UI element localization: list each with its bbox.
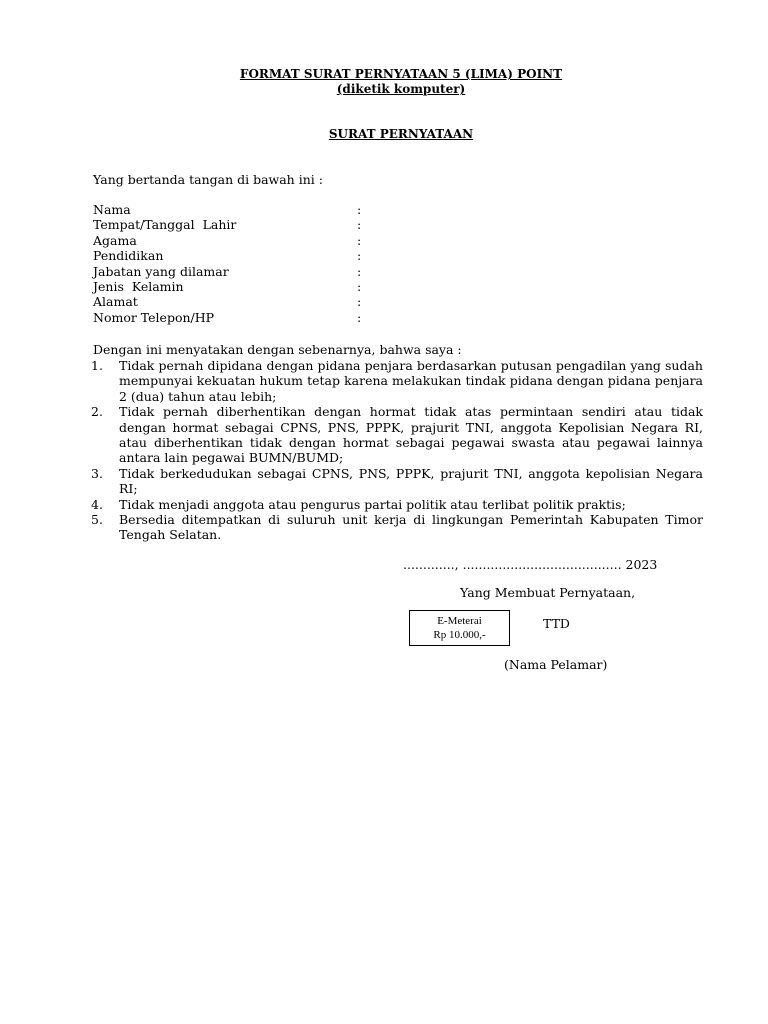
field-colon: :	[357, 248, 362, 264]
field-colon: :	[357, 294, 362, 310]
point-text: Tidak pernah diberhentikan dengan hormat tidak atas permintaan sendiri atau tidak dengan hormat sebagai CPNS, PNS, PPPK, prajurit TNI, anggota Kepolisian Negara RI, atau diberhentikan tidak dengan hormat sebagai pegawai swasta atau pegawai lainnya antara lain pegawai BUMN/BUMD;	[119, 404, 703, 466]
field-colon: :	[357, 309, 362, 325]
point-number: 2.	[91, 404, 103, 420]
field-label: Pendidikan	[93, 248, 164, 264]
date-line: ............., ........................................ 2023	[403, 557, 658, 572]
point-number: 5.	[91, 512, 103, 528]
list-item	[91, 512, 703, 543]
field-row-pendidikan	[93, 248, 413, 263]
field-label: Jenis Kelamin	[93, 278, 184, 294]
field-row-jenis-kelamin	[93, 279, 413, 294]
point-text: Tidak pernah dipidana dengan pidana penjara berdasarkan putusan pengadilan yang sudah mempunyai kekuatan hukum tetap karena melakukan tindak pidana dengan pidana penjara 2 (dua) tahun atau lebih;	[119, 358, 703, 404]
point-text: Tidak berkedudukan sebagai CPNS, PNS, PPPK, prajurit TNI, anggota kepolisian Negara RI;	[119, 465, 703, 497]
point-text: Bersedia ditempatkan di suluruh unit kerja di lingkungan Pemerintah Kabupaten Timor Tengah Selatan.	[119, 512, 703, 543]
field-row-agama	[93, 233, 413, 248]
format-title: FORMAT SURAT PERNYATAAN 5 (LIMA) POINT	[239, 67, 563, 81]
field-label: Nomor Telepon/HP	[93, 309, 215, 325]
list-item	[91, 497, 703, 512]
identity-fields	[93, 202, 413, 325]
field-colon: :	[357, 278, 362, 294]
field-label: Agama	[93, 232, 137, 248]
list-item	[91, 358, 703, 404]
field-label: Nama	[93, 202, 131, 217]
point-number: 4.	[91, 496, 103, 512]
signature-placeholder: TTD	[543, 616, 570, 631]
document-title: SURAT PERNYATAAN	[328, 127, 474, 141]
field-label: Tempat/Tanggal Lahir	[93, 217, 237, 233]
field-colon: :	[357, 232, 362, 248]
statement-text: Dengan ini menyatakan dengan sebenarnya, bahwa saya :	[93, 342, 462, 357]
field-colon: :	[357, 202, 362, 217]
list-item	[91, 404, 703, 466]
field-row-alamat	[93, 294, 413, 309]
applicant-name: (Nama Pelamar)	[504, 657, 608, 672]
format-subtitle: (diketik komputer)	[336, 82, 466, 96]
field-colon: :	[357, 217, 362, 233]
statement-points	[91, 358, 703, 543]
intro-text: Yang bertanda tangan di bawah ini :	[93, 172, 323, 187]
e-meterai-box	[409, 610, 510, 646]
signatory-title: Yang Membuat Pernyataan,	[460, 585, 636, 600]
field-colon: :	[357, 263, 362, 279]
point-number: 1.	[91, 358, 103, 373]
field-row-jabatan	[93, 264, 413, 279]
point-text: Tidak menjadi anggota atau pengurus partai politik atau terlibat politik praktis;	[119, 496, 626, 512]
list-item	[91, 466, 703, 497]
field-row-nama	[93, 202, 413, 217]
meterai-value: Rp 10.000,-	[433, 629, 486, 641]
field-row-tempat-tanggal-lahir	[93, 217, 413, 232]
meterai-label: E-Meterai	[437, 615, 482, 627]
field-label: Jabatan yang dilamar	[93, 263, 229, 279]
field-label: Alamat	[93, 294, 138, 310]
field-row-nomor-telepon	[93, 310, 413, 325]
point-number: 3.	[91, 465, 103, 481]
